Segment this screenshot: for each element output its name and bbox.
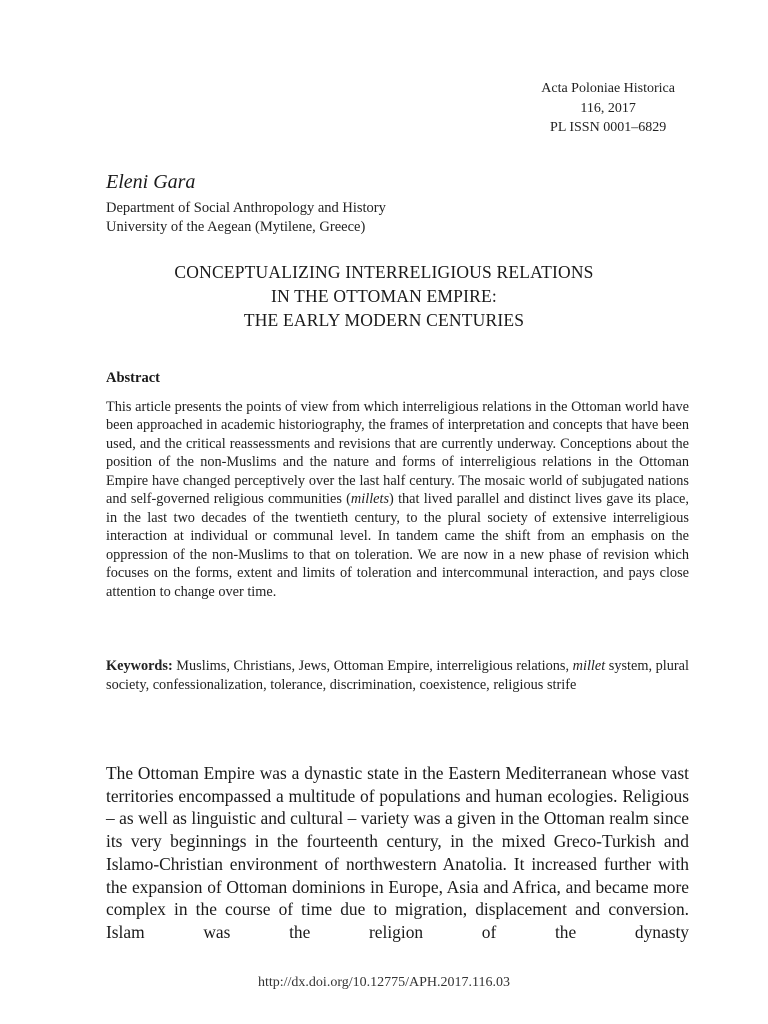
article-title xyxy=(0,260,768,332)
author-name: Eleni Gara xyxy=(106,171,196,193)
keywords xyxy=(106,657,689,694)
keywords-text-part-1: Muslims, Christians, Jews, Ottoman Empire, interreligious relations, xyxy=(172,658,573,674)
abstract-text xyxy=(106,398,689,601)
body-paragraph: The Ottoman Empire was a dynastic state in the Eastern Mediterranean whose vast territories encompassed a multitude of populations and human ecologies. Religious – as well as linguistic and cultural – variety was a given in the Ottoman realm since its very beginnings in the fourteenth century, in the mixed Greco-Turkish and Islamo-Christian environment of northwestern Anatolia. It increased further with the expansion of Ottoman dominions in Europe, Asia and Africa, and became more complex in the course of time due to migration, displacement and conversion. Islam was the religion of the dynasty xyxy=(106,763,689,942)
abstract-italic-term: millets xyxy=(350,491,390,508)
title-line-2: IN THE OTTOMAN EMPIRE: xyxy=(271,286,497,306)
journal-info xyxy=(541,79,675,138)
doi-link[interactable]: http://dx.doi.org/10.12775/APH.2017.116.03 xyxy=(257,975,510,990)
journal-name: Acta Poloniae Historica xyxy=(541,81,675,96)
affiliation-university: University of the Aegean (Mytilene, Greece) xyxy=(106,218,366,235)
journal-issn: PL ISSN 0001–6829 xyxy=(550,120,667,135)
title-line-1: CONCEPTUALIZING INTERRELIGIOUS RELATIONS xyxy=(174,262,594,282)
keywords-text-part-2: system, plural society, confessionalization, tolerance, discrimination, coexistence, religious strife xyxy=(106,658,689,693)
keywords-italic-term: millet xyxy=(572,658,606,674)
abstract-text-part-1: This article presents the points of view from which interreligious relations in the Ottoman world have been approached in academic historiography, the frames of interpretation and concepts that have been used, and the critical reassessments and revisions that are currently underway. Conceptions about the position of the non-Muslims and the nature and forms of interreligious relations in the Ottoman Empire have changed perceptively over the last half century. The mosaic world of subjugated nations and self-governed religious communities ( xyxy=(106,399,689,508)
abstract-text-part-2: ) that lived parallel and distinct lives gave its place, in the last two decades of the twentieth century, to the plural society of extensive interreligious interaction at individual or communal level. In tandem came the shift from an emphasis on the oppression of the non-Muslims to that on toleration. We are now in a new phase of revision which focuses on the forms, extent and limits of toleration and intercommunal interaction, and pays close attention to change over time. xyxy=(106,491,689,600)
affiliation-department: Department of Social Anthropology and History xyxy=(106,200,386,216)
abstract-heading: Abstract xyxy=(106,370,160,386)
title-line-3: THE EARLY MODERN CENTURIES xyxy=(243,310,525,330)
journal-volume: 116, 2017 xyxy=(580,100,636,116)
keywords-label: Keywords: xyxy=(106,658,173,674)
author-affiliation xyxy=(106,199,386,236)
